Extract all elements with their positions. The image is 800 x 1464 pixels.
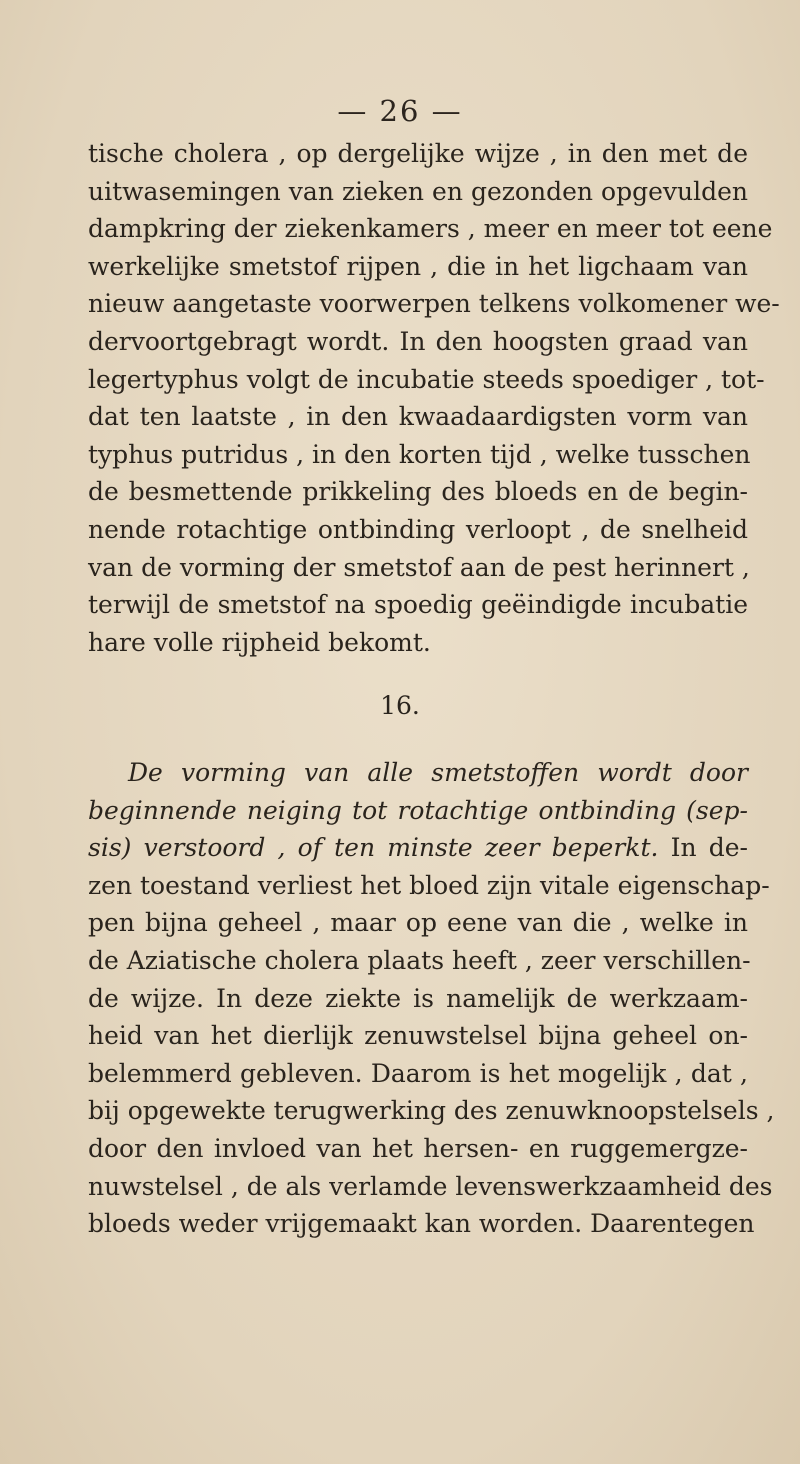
text-line: typhus putridus , in den korten tijd , welke tusschen xyxy=(88,439,751,469)
section-number: 16. xyxy=(380,691,420,721)
text-line: van de vorming der smetstof aan de pest herinnert , xyxy=(88,552,750,582)
text-line-mixed xyxy=(88,829,748,866)
text-line: dervoortgebragt wordt. In den hoogsten graad van xyxy=(88,327,748,356)
text-line: nieuw aangetaste voorwerpen telkens volkomener we- xyxy=(88,289,780,319)
text-line: dampkring der ziekenkamers , meer en meer tot eene xyxy=(88,214,773,244)
text-line: belemmerd gebleven. Daarom is het mogelijk , dat , xyxy=(88,1058,748,1088)
text-line: de Aziatische cholera plaats heeft , zeer verschillen- xyxy=(88,946,751,975)
text-line: nende rotachtige ontbinding verloopt , de snelheid xyxy=(88,515,748,544)
text-line: pen bijna geheel , maar op eene van die , welke in xyxy=(88,908,748,938)
text-line: terwijl de smetstof na spoedig geëindigde incubatie xyxy=(88,590,748,620)
text-line: legertyphus volgt de incubatie steeds spoediger , tot- xyxy=(88,364,765,394)
text-line: beginnende neiging tot rotachtige ontbinding (sep- xyxy=(88,795,748,825)
text-line: hare volle rijpheid bekomt. xyxy=(88,627,431,657)
text-line: tische cholera , op dergelijke wijze , in den met de xyxy=(88,139,748,168)
text-line: werkelijke smetstof rijpen , die in het ligchaam van xyxy=(88,251,748,281)
text-line: bij opgewekte terugwerking des zenuwknoopstelsels , xyxy=(88,1096,775,1126)
text-line: De vorming van alle smetstoffen wordt door xyxy=(128,758,748,787)
text-line: heid van het dierlijk zenuwstelsel bijna geheel on- xyxy=(88,1021,748,1051)
italic-segment: sis) verstoord , of ten minste zeer beperkt. xyxy=(88,833,659,863)
text-line: bloeds weder vrijgemaakt kan worden. Daarentegen xyxy=(88,1209,755,1239)
text-line: nuwstelsel , de als verlamde levenswerkzaamheid des xyxy=(88,1171,773,1201)
text-line: door den invloed van het hersen- en ruggemergze- xyxy=(88,1134,748,1163)
text-line: dat ten laatste , in den kwaadaardigsten vorm van xyxy=(88,402,748,432)
page-number-header: — 26 — xyxy=(337,94,463,128)
text-line: uitwasemingen van zieken en gezonden opgevulden xyxy=(88,176,748,206)
text-line: de wijze. In deze ziekte is namelijk de werkzaam- xyxy=(88,983,748,1013)
text-line: de besmettende prikkeling des bloeds en de begin- xyxy=(88,477,748,507)
roman-segment: In de- xyxy=(670,833,748,863)
text-line: zen toestand verliest het bloed zijn vitale eigenschap- xyxy=(88,870,770,900)
